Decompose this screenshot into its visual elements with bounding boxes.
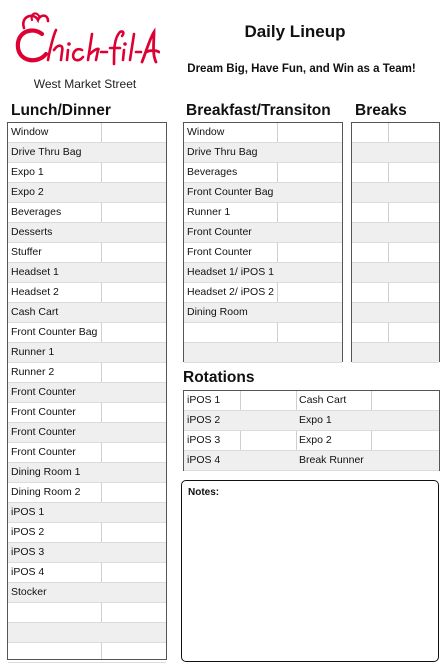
table-row[interactable] <box>8 423 166 443</box>
assignee-cell[interactable] <box>240 451 296 470</box>
table-row[interactable] <box>184 203 342 223</box>
assignee-cell[interactable] <box>277 343 343 362</box>
position-label: Cash Cart <box>11 306 59 318</box>
assignee-cell[interactable] <box>101 143 167 162</box>
rotations-heading: Rotations <box>183 369 255 386</box>
assignee-cell[interactable] <box>240 391 296 410</box>
assignee-cell[interactable] <box>371 431 440 450</box>
table-row[interactable] <box>352 163 439 183</box>
break-time-cell[interactable] <box>352 143 388 162</box>
break-name-cell[interactable] <box>388 143 440 162</box>
assignee-cell[interactable] <box>101 483 167 502</box>
table-row[interactable] <box>184 243 342 263</box>
rotation-label: Cash Cart <box>299 394 347 406</box>
table-row[interactable] <box>184 163 342 183</box>
breaks-heading: Breaks <box>355 102 407 119</box>
table-row[interactable] <box>352 343 439 363</box>
assignee-cell[interactable] <box>101 563 167 582</box>
break-name-cell[interactable] <box>388 303 440 322</box>
assignee-cell[interactable] <box>277 223 343 242</box>
assignee-cell[interactable] <box>101 403 167 422</box>
assignee-cell[interactable] <box>277 183 343 202</box>
position-label <box>8 643 101 662</box>
rotation-label: iPOS 4 <box>187 454 221 466</box>
position-label: Headset 2 <box>11 286 59 298</box>
table-row[interactable] <box>8 303 166 323</box>
position-label: Front Counter <box>11 406 76 418</box>
break-name-cell[interactable] <box>388 203 440 222</box>
lunch-dinner-table <box>7 122 167 660</box>
table-row[interactable] <box>8 543 166 563</box>
assignee-cell[interactable] <box>371 451 440 470</box>
table-row[interactable] <box>8 503 166 523</box>
assignee-cell[interactable] <box>101 623 167 642</box>
break-time-cell[interactable] <box>352 343 388 362</box>
break-time-cell[interactable] <box>352 283 388 302</box>
table-row[interactable] <box>8 623 166 643</box>
table-row[interactable] <box>184 431 439 451</box>
assignee-cell[interactable] <box>277 283 343 302</box>
table-row[interactable] <box>184 263 342 283</box>
breakfast-transition-heading: Breakfast/Transiton <box>186 102 331 119</box>
assignee-cell[interactable] <box>277 263 343 282</box>
assignee-cell[interactable] <box>277 123 343 142</box>
rotation-label: iPOS 2 <box>187 414 221 426</box>
assignee-cell[interactable] <box>277 243 343 262</box>
table-row[interactable] <box>352 283 439 303</box>
assignee-cell[interactable] <box>101 183 167 202</box>
position-label: Front Counter <box>187 226 252 238</box>
position-label: iPOS 4 <box>11 566 45 578</box>
position-label: Drive Thru Bag <box>187 146 258 158</box>
break-name-cell[interactable] <box>388 163 440 182</box>
assignee-cell[interactable] <box>101 243 167 262</box>
table-row[interactable] <box>8 223 166 243</box>
position-label: Front Counter <box>11 386 76 398</box>
chick-fil-a-logo <box>10 8 160 92</box>
notes-label: Notes: <box>188 487 220 498</box>
break-time-cell[interactable] <box>352 203 388 222</box>
chick-fil-a-wordmark-icon <box>10 8 160 78</box>
position-label: Front Counter Bag <box>11 326 98 338</box>
table-row[interactable] <box>8 603 166 623</box>
position-label: Front Counter <box>187 246 252 258</box>
assignee-cell[interactable] <box>371 391 440 410</box>
rotation-label: iPOS 3 <box>187 434 221 446</box>
table-row[interactable] <box>8 443 166 463</box>
position-label: Headset 2/ iPOS 2 <box>187 286 274 298</box>
position-label: Desserts <box>11 226 53 238</box>
break-time-cell[interactable] <box>352 323 388 342</box>
assignee-cell[interactable] <box>101 283 167 302</box>
position-label: iPOS 1 <box>11 506 45 518</box>
table-row[interactable] <box>184 303 342 323</box>
table-row[interactable] <box>184 323 342 343</box>
rotation-label: Break Runner <box>299 454 364 466</box>
break-time-cell[interactable] <box>352 263 388 282</box>
position-label: Stocker <box>11 586 47 598</box>
assignee-cell[interactable] <box>371 411 440 430</box>
position-label <box>8 603 101 622</box>
position-label: Dining Room 1 <box>11 466 81 478</box>
table-row[interactable] <box>8 183 166 203</box>
table-row[interactable] <box>184 183 342 203</box>
table-row[interactable] <box>184 343 342 363</box>
assignee-cell[interactable] <box>101 603 167 622</box>
assignee-cell[interactable] <box>277 323 343 342</box>
assignee-cell[interactable] <box>240 431 296 450</box>
position-label: Front Counter Bag <box>187 186 274 198</box>
position-label: Runner 2 <box>11 366 55 378</box>
table-row[interactable] <box>8 163 166 183</box>
position-label: Beverages <box>11 206 62 218</box>
table-row[interactable] <box>8 383 166 403</box>
table-row[interactable] <box>8 643 166 663</box>
table-row[interactable] <box>8 243 166 263</box>
position-label: Front Counter <box>11 446 76 458</box>
break-time-cell[interactable] <box>352 303 388 322</box>
tagline: Dream Big, Have Fun, and Win as a Team! <box>187 63 416 75</box>
table-row[interactable] <box>184 451 439 471</box>
table-row[interactable] <box>352 143 439 163</box>
page-title: Daily Lineup <box>244 22 346 41</box>
rotation-label: Expo 1 <box>299 414 332 426</box>
notes-box[interactable] <box>181 480 439 662</box>
assignee-cell[interactable] <box>277 163 343 182</box>
break-time-cell[interactable] <box>352 243 388 262</box>
break-time-cell[interactable] <box>352 163 388 182</box>
table-row[interactable] <box>184 411 439 431</box>
assignee-cell[interactable] <box>101 523 167 542</box>
position-label: Dining Room <box>187 306 248 318</box>
table-row[interactable] <box>8 403 166 423</box>
table-row[interactable] <box>8 343 166 363</box>
break-name-cell[interactable] <box>388 263 440 282</box>
table-row[interactable] <box>352 203 439 223</box>
position-label: Drive Thru Bag <box>11 146 82 158</box>
assignee-cell[interactable] <box>101 123 167 142</box>
table-row[interactable] <box>352 223 439 243</box>
break-time-cell[interactable] <box>352 223 388 242</box>
breaks-table <box>351 122 440 362</box>
position-label: Runner 1 <box>11 346 55 358</box>
position-label <box>184 323 277 342</box>
table-row[interactable] <box>352 323 439 343</box>
table-row[interactable] <box>184 283 342 303</box>
assignee-cell[interactable] <box>277 303 343 322</box>
assignee-cell[interactable] <box>101 343 167 362</box>
assignee-cell[interactable] <box>101 423 167 442</box>
assignee-cell[interactable] <box>101 443 167 462</box>
position-label: Beverages <box>187 166 238 178</box>
lunch-dinner-heading: Lunch/Dinner <box>11 102 111 119</box>
assignee-cell[interactable] <box>277 203 343 222</box>
break-name-cell[interactable] <box>388 323 440 342</box>
table-row[interactable] <box>8 463 166 483</box>
position-label: Headset 1 <box>11 266 59 278</box>
assignee-cell[interactable] <box>101 203 167 222</box>
position-label: Runner 1 <box>187 206 231 218</box>
assignee-cell[interactable] <box>101 303 167 322</box>
location-name: West Market Street <box>33 77 137 91</box>
table-row[interactable] <box>184 391 439 411</box>
assignee-cell[interactable] <box>101 323 167 342</box>
table-row[interactable] <box>8 123 166 143</box>
break-name-cell[interactable] <box>388 243 440 262</box>
table-row[interactable] <box>184 143 342 163</box>
position-label: Stuffer <box>11 246 42 258</box>
table-row[interactable] <box>184 123 342 143</box>
table-row[interactable] <box>8 143 166 163</box>
position-label: Window <box>187 126 225 138</box>
break-name-cell[interactable] <box>388 283 440 302</box>
assignee-cell[interactable] <box>101 363 167 382</box>
assignee-cell[interactable] <box>101 223 167 242</box>
table-row[interactable] <box>352 303 439 323</box>
table-row[interactable] <box>352 123 439 143</box>
assignee-cell[interactable] <box>101 463 167 482</box>
break-name-cell[interactable] <box>388 183 440 202</box>
table-row[interactable] <box>352 183 439 203</box>
table-row[interactable] <box>8 203 166 223</box>
table-row[interactable] <box>352 243 439 263</box>
table-row[interactable] <box>8 323 166 343</box>
assignee-cell[interactable] <box>277 143 343 162</box>
table-row[interactable] <box>8 583 166 603</box>
position-label: Expo 1 <box>11 166 44 178</box>
table-row[interactable] <box>8 263 166 283</box>
position-label: Window <box>11 126 49 138</box>
position-label: iPOS 2 <box>11 526 45 538</box>
table-row[interactable] <box>8 523 166 543</box>
position-label: Headset 1/ iPOS 1 <box>187 266 274 278</box>
table-row[interactable] <box>8 563 166 583</box>
assignee-cell[interactable] <box>101 503 167 522</box>
table-row[interactable] <box>8 483 166 503</box>
position-label <box>184 343 277 362</box>
rotation-label: iPOS 1 <box>187 394 221 406</box>
assignee-cell[interactable] <box>101 383 167 402</box>
assignee-cell[interactable] <box>240 411 296 430</box>
rotation-label: Expo 2 <box>299 434 332 446</box>
table-row[interactable] <box>352 263 439 283</box>
assignee-cell[interactable] <box>101 643 167 662</box>
break-name-cell[interactable] <box>388 123 440 142</box>
break-name-cell[interactable] <box>388 223 440 242</box>
assignee-cell[interactable] <box>101 583 167 602</box>
position-label: Expo 2 <box>11 186 44 198</box>
table-row[interactable] <box>8 283 166 303</box>
break-time-cell[interactable] <box>352 123 388 142</box>
table-row[interactable] <box>8 363 166 383</box>
assignee-cell[interactable] <box>101 163 167 182</box>
position-label <box>8 623 101 642</box>
position-label: iPOS 3 <box>11 546 45 558</box>
breakfast-transition-table <box>183 122 343 362</box>
assignee-cell[interactable] <box>101 543 167 562</box>
position-label: Front Counter <box>11 426 76 438</box>
assignee-cell[interactable] <box>101 263 167 282</box>
position-label: Dining Room 2 <box>11 486 81 498</box>
table-row[interactable] <box>184 223 342 243</box>
break-time-cell[interactable] <box>352 183 388 202</box>
rotations-table <box>183 390 440 471</box>
break-name-cell[interactable] <box>388 343 440 362</box>
